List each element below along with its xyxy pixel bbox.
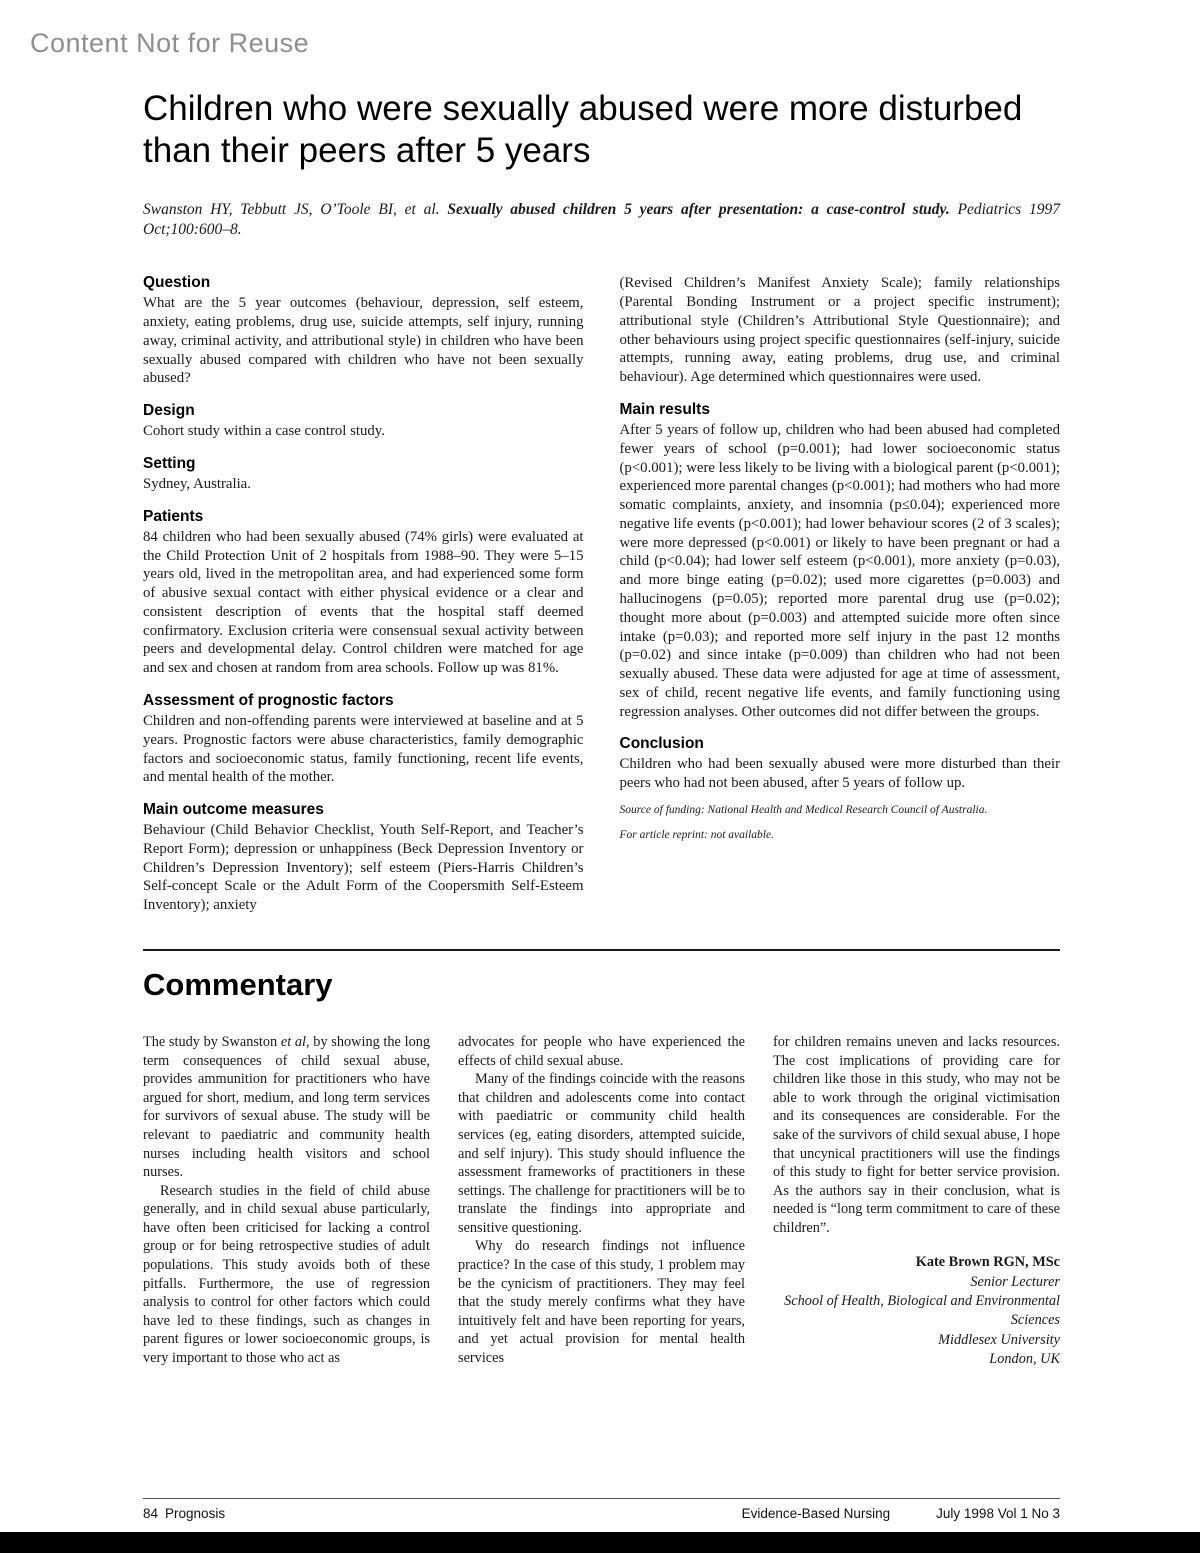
section-heading: Design	[143, 402, 195, 420]
commentary-column-2	[458, 1033, 745, 1369]
article-content	[143, 88, 1060, 1369]
section-heading: Setting	[143, 454, 196, 472]
section-text: Sydney, Australia.	[143, 475, 251, 492]
citation-source: Pediatrics 1997 Oct;100:600–8.	[143, 201, 1061, 239]
commentary-paragraph	[143, 1033, 430, 1182]
commentary-paragraph: for children remains uneven and lacks resources. The cost implications of providing care for children like those in this study, who may not be able to work through the original victimisation and its consequences are considerable. For the sake of the survivors of child sexual abuse, I hope that uncynical practitioners will use the findings of this study to fight for better service provision. As the authors say in their conclusion, what is needed is “long term commitment to care of these children”.	[773, 1034, 1060, 1236]
section-main-results	[620, 401, 1061, 722]
section-text: Children and non-offending parents were interviewed at baseline and at 5 years. Prognostic factors were abuse characteristics, family demographic factors and socioeconomic status, family functioning, recent life events, and mental health of the mother.	[143, 713, 584, 786]
section-prognostic-factors	[143, 692, 584, 787]
commentary-section	[143, 1033, 1060, 1369]
commentator-affiliation: School of Health, Biological and Environmental Sciences	[784, 1292, 1060, 1329]
section-heading: Conclusion	[619, 735, 704, 753]
commentator-institution: Middlesex University	[938, 1331, 1060, 1348]
section-text: 84 children who had been sexually abused (74% girls) were evaluated at the Child Protection Unit of 2 hospitals from 1988–90. They were 5–15 years old, lived in the metropolitan area, and had experienced some form of abusive sexual contact with either physical evidence or a clear and consistent description of events that the hospital staff deemed confirmatory. Exclusion criteria were consensual sexual activity between peers and developmental delay. Control children were matched for age and sex and chosen at random from area schools. Follow up was 81%.	[143, 528, 584, 677]
section-heading: Main results	[619, 400, 710, 418]
paragraph-text: The study by Swanston	[143, 1034, 281, 1051]
section-conclusion	[620, 735, 1061, 793]
section-design	[143, 402, 584, 441]
commentator-name: Kate Brown RGN, MSc	[915, 1254, 1060, 1271]
footer-right	[742, 1506, 1060, 1521]
section-text: Children who had been sexually abused were more disturbed than their peers who had not been abused, after 5 years of follow up.	[619, 756, 1060, 792]
page-number: 84	[143, 1506, 159, 1521]
page-edge-bar	[0, 1532, 1200, 1553]
section-outcome-measures	[143, 801, 584, 915]
paragraph-text: , by showing the long term consequences of child sexual abuse, provides ammunition for practitioners who have argued for short, medium, and long term services for survivors of sexual abuse. The study will be relevant to paediatric and community health nurses including health visitors and school nurses.	[143, 1034, 431, 1181]
abstract-left-column	[143, 274, 584, 915]
section-question	[143, 274, 584, 388]
section-text: What are the 5 year outcomes (behaviour, depression, self esteem, anxiety, eating problems, drug use, suicide attempts, self injury, running away, criminal activity, and attributional style) in children who have been sexually abused compared with children who have not been sexually abused?	[143, 295, 584, 387]
et-al-italic: et al	[280, 1034, 307, 1051]
commentary-paragraph: Research studies in the field of child abuse generally, and in child sexual abuse particularly, have often been criticised for lacking a control group or for being retrospective studies of adult populations. This study avoids both of these pitfalls. Furthermore, the use of regression analysis to control for other factors which could have led to these findings, such as changes in parent figures or lower socioeconomic groups, is very important to those who act as	[143, 1182, 430, 1366]
footer-left	[143, 1506, 225, 1521]
abstract-right-column	[620, 274, 1061, 915]
section-heading: Main outcome measures	[143, 801, 324, 819]
structured-abstract	[143, 274, 1060, 915]
commentary-heading: Commentary	[143, 967, 333, 1003]
commentary-column-1	[143, 1033, 430, 1369]
section-text: Behaviour (Child Behavior Checklist, Youth Self-Report, and Teacher’s Report Form); depression or unhappiness (Beck Depression Inventory or Children’s Depression Inventory); self esteem (Piers-Harris Children’s Self-concept Scale or the Adult Form of the Coopersmith Self-Esteem Inventory); anxiety	[143, 822, 584, 914]
commentator-role: Senior Lecturer	[970, 1273, 1060, 1290]
commentary-divider	[143, 949, 1060, 951]
reprint-note: For article reprint: not available.	[619, 828, 774, 841]
section-heading: Question	[143, 274, 211, 292]
section-setting	[143, 455, 584, 494]
commentary-paragraph: advocates for people who have experienced the effects of child sexual abuse.	[458, 1034, 745, 1069]
journal-name: Evidence-Based Nursing	[741, 1506, 891, 1521]
commentary-paragraph: Many of the findings coincide with the reasons that children and adolescents come into contact with paediatric or community child health services (eg, eating disorders, attempted suicide, and self injury). This study should influence the assessment frameworks of practitioners in these settings. The challenge for practitioners will be to translate the findings into appropriate and sensitive questioning.	[458, 1071, 745, 1236]
citation-authors: Swanston HY, Tebbutt JS, O’Toole BI, et al.	[143, 201, 448, 218]
issue-info: July 1998 Vol 1 No 3	[936, 1506, 1060, 1521]
section-heading: Patients	[143, 507, 204, 525]
section-patients	[143, 508, 584, 678]
outcome-measures-continuation: (Revised Children’s Manifest Anxiety Scale); family relationships (Parental Bonding Instrument or a project specific instrument); attributional style (Children’s Attributional Style Questionnaire); and other behaviours using project specific questionnaires (self-injury, suicide attempts, running away, eating problems, drug use, and criminal behaviour). Age determined which questionnaires were used.	[619, 275, 1060, 386]
section-text: After 5 years of follow up, children who had been abused had completed fewer years of school (p=0.001); had lower socioeconomic status (p<0.001); were less likely to be living with a biological parent (p<0.001); experienced more parental changes (p<0.001); had mothers who had more somatic complaints, anxiety, and insomnia (p≤0.04); experienced more negative life events (p<0.001); had lower behaviour scores (2 of 3 scales); were more depressed (p<0.001) or likely to have been pregnant or had a child (p<0.04); had lower self esteem (p<0.001), more anxiety (p=0.03), and more binge eating (p=0.02); used more cigarettes (p=0.003) and hallucinogens (p=0.05); reported more parental drug use (p=0.02); thought more about (p=0.003) and attempted suicide more often since intake (p=0.03); and reported more self injury in the past 12 months (p=0.02) and since intake (p=0.009) than children who had not been sexually abused. These data were adjusted for age at time of assessment, sex of child, recent negative life events, and family functioning using regression analyses. Other outcomes did not differ between the groups.	[619, 421, 1060, 720]
section-text: Cohort study within a case control study.	[143, 423, 385, 440]
section-heading: Assessment of prognostic factors	[143, 692, 394, 709]
commentary-column-3	[773, 1033, 1060, 1369]
watermark: Content Not for Reuse	[30, 28, 310, 58]
citation	[143, 200, 1060, 240]
funding-note: Source of funding: National Health and Medical Research Council of Australia.	[619, 804, 988, 817]
footer-section-label: Prognosis	[165, 1506, 226, 1521]
commentary-paragraph: Why do research findings not influence practice? In the case of this study, 1 problem may be the cynicism of practitioners. They may feel that the study merely confirms what they have intuitively felt and have been reporting for years, and yet actual provision for mental health services	[458, 1238, 745, 1366]
page-footer	[143, 1498, 1060, 1521]
citation-study-title: Sexually abused children 5 years after presentation: a case-control study.	[447, 201, 958, 218]
author-signature	[773, 1253, 1060, 1369]
article-title: Children who were sexually abused were more disturbed than their peers after 5 years	[143, 89, 1023, 170]
commentator-location: London, UK	[989, 1350, 1060, 1367]
